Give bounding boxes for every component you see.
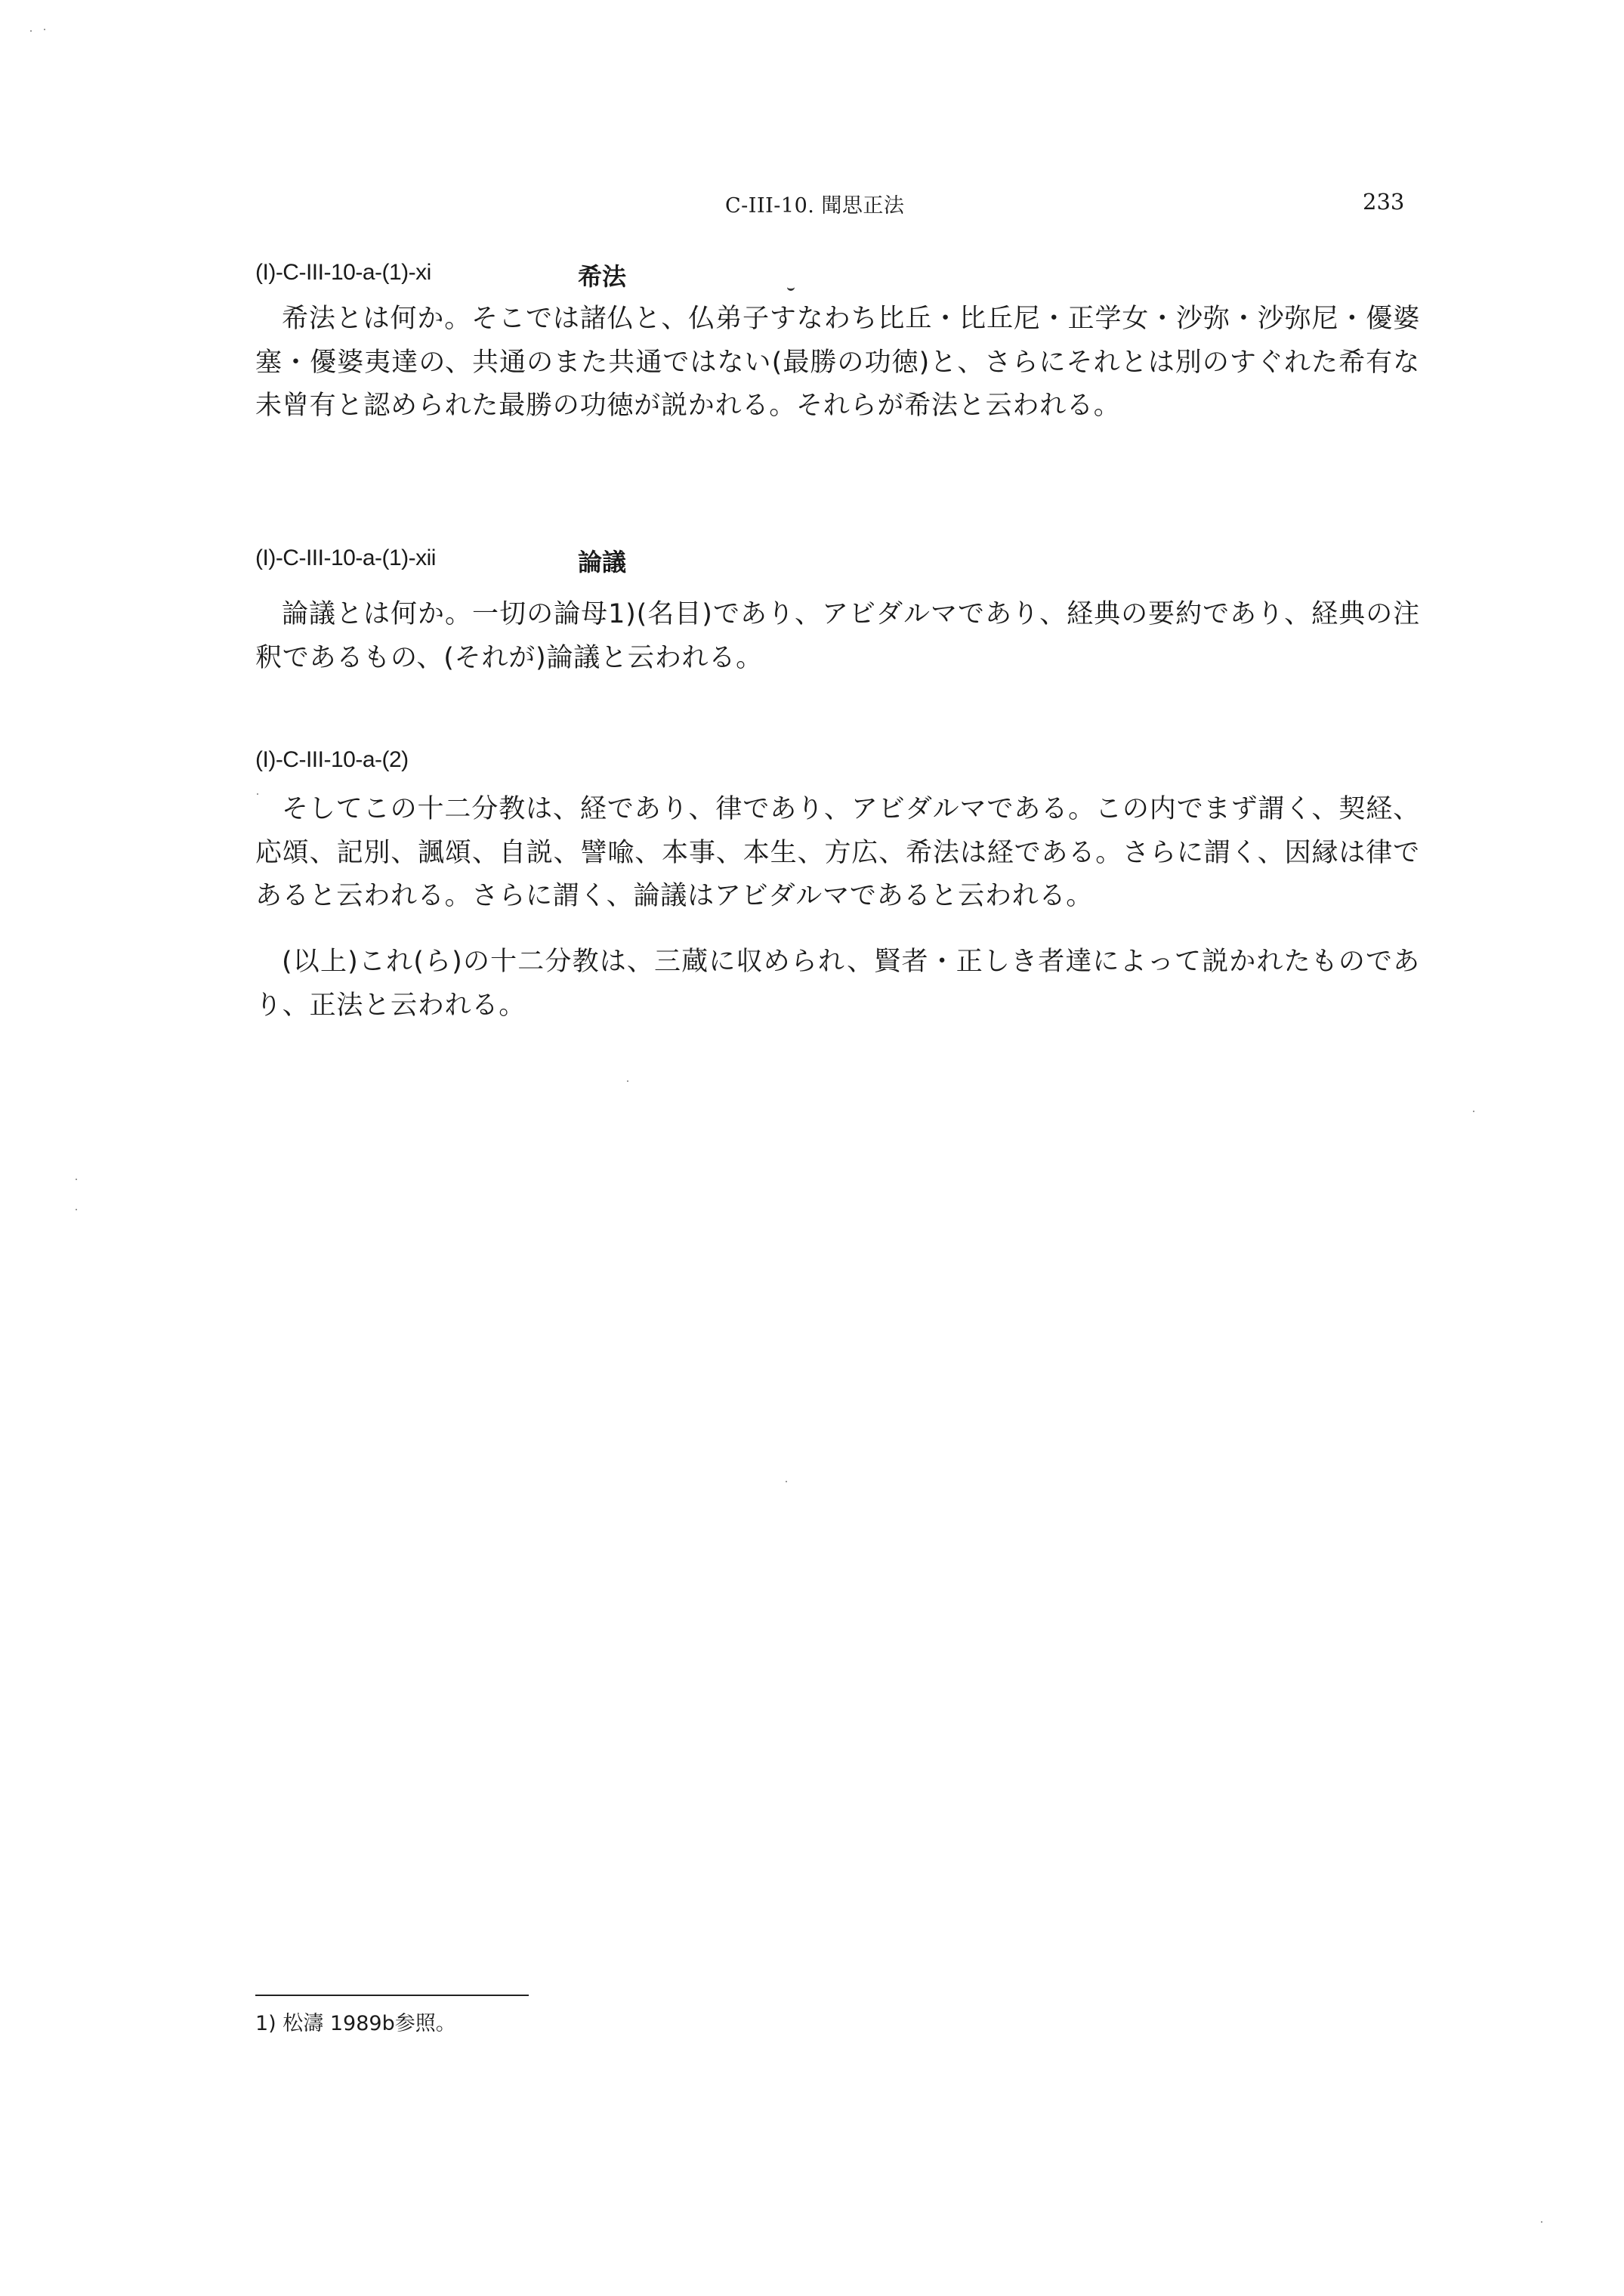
paragraph-2b: (以上)これ(ら)の十二分教は、三蔵に収められ、賢者・正しき者達によって説かれたものであり、正法と云われる。 xyxy=(255,947,1420,1021)
paragraph-xi: 希法とは何か。そこでは諸仏と、仏弟子すなわち比丘・比丘尼・正学女・沙弥・沙弥尼・優婆塞・優婆夷達の、共通のまた共通ではない(最勝の功徳)と、さらにそれとは別のすぐれた希有な未曾有と認められた最勝の功徳が説かれる。それらが希法と云われる。 xyxy=(255,304,1420,421)
scan-speck xyxy=(30,30,32,32)
section-id-xi: (I)-C-III-10-a-(1)-xi xyxy=(255,260,431,285)
scan-speck xyxy=(76,1209,77,1210)
scan-speck xyxy=(76,1179,77,1180)
footnote: 1) 松濤 1989b参照。 xyxy=(255,2012,456,2035)
scan-speck xyxy=(786,1481,787,1482)
scan-speck xyxy=(44,29,45,30)
section-title-xi: 希法 xyxy=(578,262,627,291)
scan-speck xyxy=(1473,1111,1474,1112)
section-title-xii: 論議 xyxy=(578,548,627,576)
scan-speck xyxy=(257,793,258,795)
paragraph-xii: 論議とは何か。一切の論母1)(名目)であり、アビダルマであり、経典の要約であり、経典の注釈であるもの、(それが)論議と云われる。 xyxy=(255,599,1420,673)
section-id-xii: (I)-C-III-10-a-(1)-xii xyxy=(255,545,436,570)
footnote-rule xyxy=(255,1995,529,1996)
scan-speck xyxy=(1541,2221,1542,2223)
section-id-2: (I)-C-III-10-a-(2) xyxy=(255,747,409,772)
paragraph-2a: そしてこの十二分教は、経であり、律であり、アビダルマである。この内でまず謂く、契経、応頌、記別、諷頌、自説、譬喩、本事、本生、方広、希法は経である。さらに謂く、因縁は律であると云われる。さらに謂く、論議はアビダルマであると云われる。 xyxy=(255,794,1420,911)
stray-mark xyxy=(787,286,795,291)
scan-speck xyxy=(627,1080,628,1082)
running-head: C-III-10. 聞思正法 xyxy=(725,194,905,218)
page-number: 233 xyxy=(1363,189,1405,215)
